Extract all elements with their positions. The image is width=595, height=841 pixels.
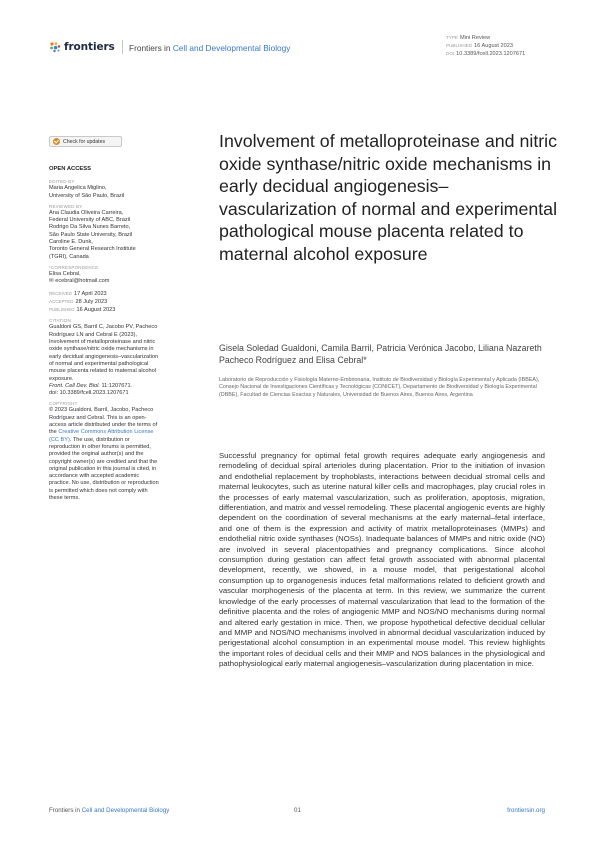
meta-published-label: PUBLISHED — [446, 43, 473, 48]
footer-journal-title: Cell and Developmental Biology — [81, 807, 170, 814]
date-value: 28 July 2023 — [75, 298, 108, 305]
dates-section — [49, 290, 159, 315]
check-for-updates-label: Check for updates — [63, 138, 106, 145]
reviewer-line: Toronto General Research Institute — [49, 246, 136, 253]
citation-volume: 11:1207671. — [99, 382, 133, 389]
citation-label: CITATION — [49, 318, 71, 324]
cc-license-link[interactable]: Creative Commons Attribution License (CC BY) — [49, 429, 154, 443]
copyright-section — [49, 401, 159, 502]
meta-doi — [446, 50, 525, 58]
author-list: Gisela Soledad Gualdoni, Camila Barril, Patricia Verónica Jacobo, Liliana Nazareth Pacheco Rodríguez and Elisa Cebral* — [219, 343, 542, 365]
journal-prefix: Frontiers in — [129, 43, 171, 53]
correspondence-name: Elisa Cebral, — [49, 270, 81, 277]
meta-published-value: 16 August 2023 — [474, 43, 513, 49]
date-published — [49, 306, 159, 314]
correspondence-section — [49, 265, 159, 286]
page-footer — [49, 807, 545, 817]
reviewed-by-label: REVIEWED BY — [49, 203, 83, 209]
footer-journal — [49, 807, 169, 814]
citation-text: Gualdoni GS, Barril C, Jacobo PV, Pacheco Rodríguez LN and Cebral E (2023), Involvement of metalloproteinase and nitric oxide synthase/nitric oxide mechanisms in early decidual angiogenesis–vascularization of normal and experimental pathological mouse placenta related to maternal alcohol exposure. — [49, 324, 159, 382]
reviewer-line: São Paulo State University, Brazil — [49, 231, 133, 238]
date-received — [49, 290, 159, 298]
editor-line: University of São Paulo, Brazil — [49, 192, 125, 199]
journal-name[interactable] — [129, 43, 290, 53]
edited-by-label: EDITED BY — [49, 179, 75, 185]
logo-text: frontiers — [64, 41, 115, 53]
abstract: Successful pregnancy for optimal fetal growth requires adequate early angiogenesis and remodeling of decidual spiral arterioles during placentation. Prior to the initiation of invasion and endothelial replacement by trophoblasts, interactions between decidual stromal cells and maternal leukocytes, such as uterine natural killer cells and macrophages, play crucial roles in the processes of early maternal vascularization, such as proliferation, apoptosis, migration, differentiation, and matrix and vessel remodeling. These placental angiogenic events are highly dependent on the coordination of several mechanisms at the early maternal–fetal interface, and one of them is the expression and activity of matrix metalloproteinases (MMPs) and endothelial nitric oxide synthases (NOSs). Inadequate balances of MMPs and nitric oxide (NO) are involved in several placentopathies and pregnancy complications. Since alcohol consumption during gestation can affect fetal growth associated with abnormal placental development, recently, we showed, in a mouse model, that perigestational alcohol consumption up to organogenesis induces fetal malformations related to deficient growth and vascular morphogenesis of the placenta at term. In this review, we summarize the current knowledge of the early processes of maternal vascularization that lead to the formation of the definitive placenta and the roles of angiogenic MMP and NOS/NO mechanisms during normal and altered early gestation in mice. Then, we propose hypothetical defective decidual cellular and MMP and NOS/NO mechanisms involved in abnormal decidual vascularization induced by perigestational alcohol consumption in an experimental mouse model. This review highlights the important roles of decidual cells and their MMP and NOS balances in the physiological and pathophysiological early maternal angiogenesis–vascularization during placentation in mice. — [219, 451, 545, 669]
date-label: RECEIVED — [49, 290, 73, 296]
reviewer-line: Rodrigo Da Silva Nunes Barreto, — [49, 224, 131, 231]
meta-type-label: TYPE — [446, 35, 458, 40]
date-value: 17 April 2023 — [74, 290, 107, 297]
reviewed-by-section — [49, 204, 159, 261]
editor-line: Maria Angelica Miglino, — [49, 185, 107, 192]
meta-type-value: Mini Review — [460, 35, 491, 41]
article-title: Involvement of metalloproteinase and nitric oxide synthase/nitric oxide mechanisms in early decidual angiogenesis–vascularization of normal and experimental pathological mouse placenta related to maternal alcohol exposure — [219, 131, 558, 264]
citation-journal-line — [49, 383, 159, 390]
meta-doi-value[interactable]: 10.3389/fcell.2023.1207671 — [456, 51, 526, 57]
journal-title: Cell and Developmental Biology — [172, 43, 291, 53]
date-accepted — [49, 298, 159, 306]
meta-published — [446, 42, 525, 50]
date-label: PUBLISHED — [49, 307, 75, 313]
correspondence-email[interactable]: ✉ ecebral@hotmail.com — [49, 278, 110, 285]
citation-doi[interactable]: doi: 10.3389/fcell.2023.1207671 — [49, 390, 129, 397]
frontiers-logo-icon — [49, 41, 61, 53]
meta-type — [446, 34, 525, 42]
header-divider — [122, 40, 123, 54]
citation-journal: Front. Cell Dev. Biol. — [49, 382, 100, 389]
footer-site-link[interactable]: frontiersin.org — [507, 807, 545, 814]
reviewer-line: Caroline E. Dunk, — [49, 239, 93, 246]
reviewer-line: Federal University of ABC, Brazil — [49, 217, 131, 224]
copyright-label: COPYRIGHT — [49, 401, 78, 407]
check-for-updates-button[interactable] — [49, 136, 122, 147]
article-info-sidebar — [49, 166, 159, 506]
copyright-text-2: . The use, distribution or reproduction in other forums is permitted, provided the original author(s) and the copyright owner(s) are credited and that the original publication in this journal is cited, in accordance with accepted academic practice. No use, distribution or reproduction is permitted which does not comply with these terms. — [49, 436, 159, 501]
reviewer-line: (TGRI), Canada — [49, 253, 89, 260]
citation-section — [49, 318, 159, 397]
reviewer-line: Ana Claudia Oliveira Carreira, — [49, 209, 124, 216]
date-value: 16 August 2023 — [76, 307, 116, 314]
copyright-text — [49, 407, 159, 502]
frontiers-logo[interactable] — [49, 40, 115, 54]
page-header — [0, 0, 595, 70]
check-icon — [53, 138, 60, 145]
open-access-label: OPEN ACCESS — [49, 166, 91, 172]
affiliation: Laboratorio de Reproducción y Fisiología Materno-Embrionaria, Instituto de Biodiversidad y Biología Experimental y Aplicada (IBBEA), Consejo Nacional de Investigaciones Científicas y Tecnológicas (CONICET), Departamento de Biodiversidad y Biología Experimental (DBBE), Facultad de Ciencias Exactas y Naturales, Universidad de Buenos Aires, Buenos Aires, Argentina — [219, 377, 540, 398]
footer-journal-prefix: Frontiers in — [49, 807, 80, 814]
page-number: 01 — [294, 807, 301, 814]
date-label: ACCEPTED — [49, 298, 74, 304]
article-meta — [446, 34, 525, 58]
correspondence-label: *CORRESPONDENCE — [49, 264, 99, 270]
edited-by-section — [49, 179, 159, 200]
meta-doi-label: DOI — [446, 51, 455, 56]
copyright-text-1: © 2023 Gualdoni, Barril, Jacobo, Pacheco Rodríguez and Cebral. This is an open-access article distributed under the terms of the — [49, 407, 158, 436]
